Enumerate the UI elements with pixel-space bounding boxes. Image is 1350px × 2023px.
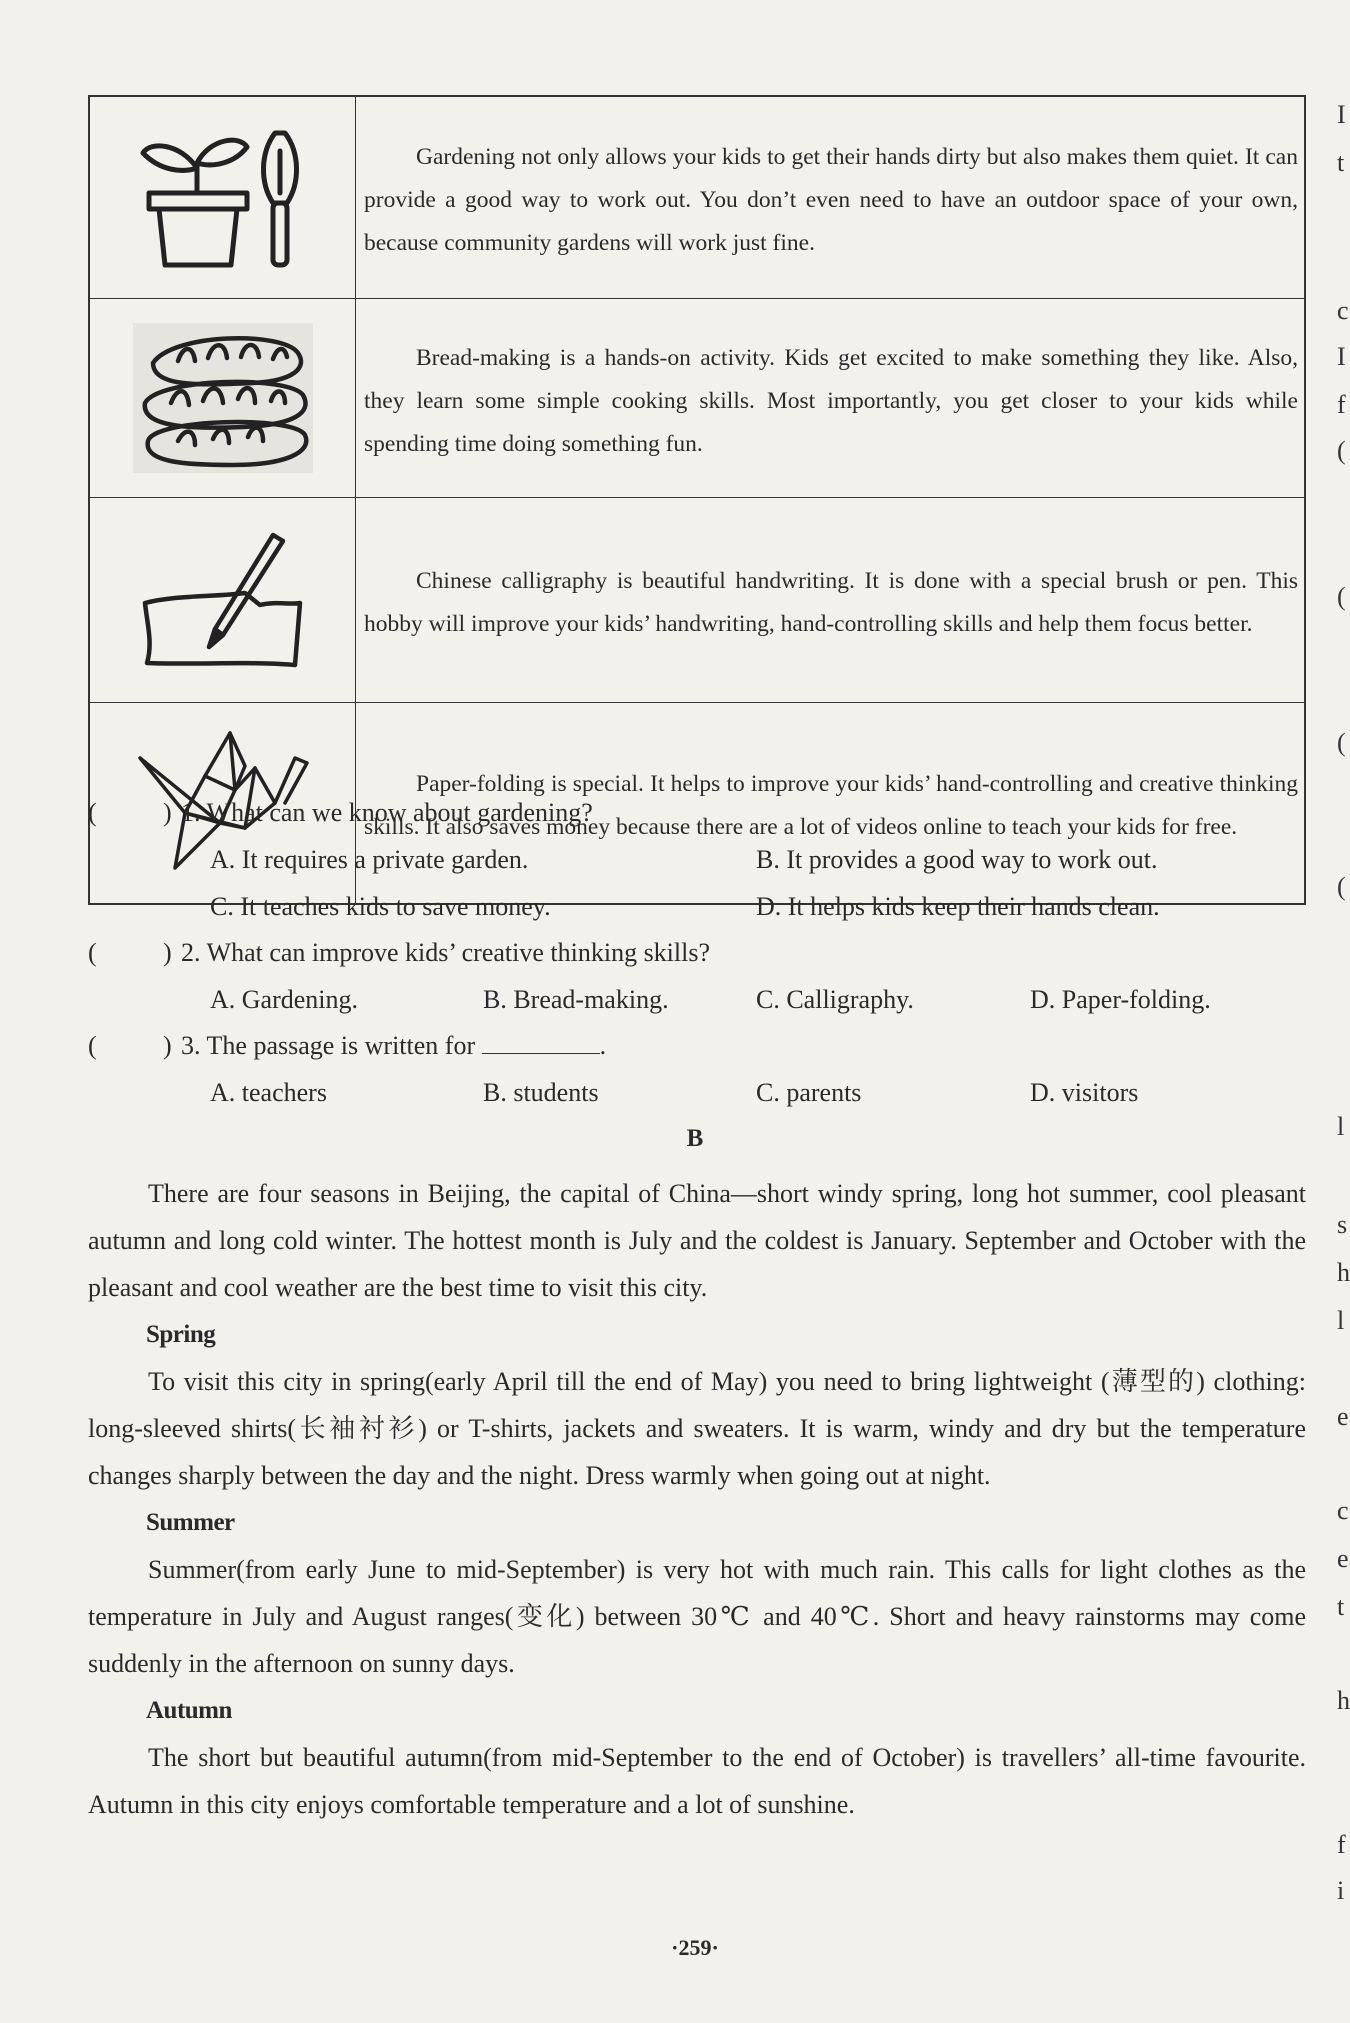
margin-letter: i [1337, 1876, 1345, 1905]
margin-letter: t [1337, 1592, 1345, 1621]
option-b: B. students [483, 1078, 599, 1107]
margin-letter: h [1337, 1258, 1350, 1287]
option-a: A. teachers [210, 1078, 327, 1107]
margin-letter: ( [1337, 582, 1346, 611]
margin-letter: f [1337, 390, 1346, 419]
option-d: D. Paper-folding. [1030, 985, 1211, 1014]
answer-bracket-open: ( [88, 938, 97, 967]
section-title: B [686, 1125, 704, 1152]
calligraphy-description: Chinese calligraphy is beautiful handwriting. It is done with a special brush or pen. This hobby will improve your kids’ handwriting, hand-controlling skills and help them focus better. [356, 498, 1306, 703]
option-a: A. It requires a private garden. [210, 845, 529, 874]
activity-table [88, 95, 1306, 905]
question-2 [88, 930, 1318, 976]
margin-letter: I [1337, 100, 1346, 129]
page-number: ·259· [671, 1935, 719, 1960]
bread-making-description: Bread-making is a hands-on activity. Kids get excited to make something they like. Also, they learn some simple cooking skills. Most importantly, you get closer to your kids while spending time doing something fun. [356, 299, 1306, 498]
answer-bracket-close: ) [163, 798, 172, 827]
spring-paragraph: To visit this city in spring(early April till the end of May) you need to bring lightweight (薄型的) clothing: long-sleeved shirts(长袖衬衫) or T-shirts, jackets and sweaters. It is warm, windy and dry but the temperature changes sharply between the day and the night. Dress warmly when going out at night. [88, 1367, 1306, 1490]
margin-letter: c [1337, 1496, 1349, 1525]
icon-cell [89, 498, 356, 703]
question-list [88, 790, 1318, 1116]
margin-letter: l [1337, 1306, 1345, 1335]
margin-letter: t [1337, 148, 1345, 177]
section-b-passage [88, 1170, 1306, 1828]
option-b: B. Bread-making. [483, 985, 669, 1014]
margin-letter: e [1337, 1544, 1349, 1573]
autumn-heading: Autumn [146, 1697, 232, 1724]
margin-letter: ( [1337, 436, 1346, 465]
table-row [89, 299, 1305, 498]
option-row [88, 976, 1318, 1023]
autumn-paragraph: The short but beautiful autumn(from mid-September to the end of October) is travellers’ all-time favourite. Autumn in this city enjoys comfortable temperature and a lot of sunshine. [88, 1743, 1306, 1819]
plant-pot-trowel-icon [135, 123, 310, 273]
option-row [88, 836, 1318, 883]
option-a: A. Gardening. [210, 985, 359, 1014]
margin-letter: c [1337, 296, 1349, 325]
bread-icon [133, 323, 313, 473]
margin-letter: ( [1337, 872, 1346, 901]
option-d: D. It helps kids keep their hands clean. [756, 892, 1160, 921]
gardening-description: Gardening not only allows your kids to get their hands dirty but also makes them quiet. It can provide a good way to work out. You don’t even need to have an outdoor space of your own, because community gardens will work just fine. [356, 96, 1306, 299]
intro-paragraph: There are four seasons in Beijing, the capital of China—short windy spring, long hot summer, cool pleasant autumn and long cold winter. The hottest month is July and the coldest is January. September and October with the pleasant and cool weather are the best time to visit this city. [88, 1179, 1306, 1302]
margin-letter: I [1337, 342, 1346, 371]
question-text: 1. What can we know about gardening? [181, 798, 593, 827]
question-text-before: 3. The passage is written for [181, 1031, 476, 1060]
option-row [88, 1069, 1318, 1116]
margin-letter: l [1337, 1112, 1345, 1141]
answer-bracket-open: ( [88, 798, 97, 827]
question-text: 2. What can improve kids’ creative thinking skills? [181, 938, 711, 967]
table-row [89, 96, 1305, 299]
margin-letter: s [1337, 1210, 1348, 1239]
brush-paper-icon [135, 525, 310, 675]
question-text-after: . [599, 1031, 607, 1060]
margin-letter: h [1337, 1686, 1350, 1715]
option-c: C. It teaches kids to save money. [210, 892, 551, 921]
answer-bracket-close: ) [163, 938, 172, 967]
icon-cell [89, 299, 356, 498]
spring-heading: Spring [146, 1321, 216, 1348]
paper-folding-description: Paper-folding is special. It helps to improve your kids’ hand-controlling and creative thinking skills. It also saves money because there are a lot of videos online to teach your kids for free. [356, 703, 1306, 905]
answer-bracket-open: ( [88, 1031, 97, 1060]
option-row [88, 883, 1318, 930]
question-3 [88, 1023, 1318, 1069]
summer-paragraph: Summer(from early June to mid-September) is very hot with much rain. This calls for light clothes as the temperature in July and August ranges(变化) between 30℃ and 40℃. Short and heavy rainstorms may come suddenly in the afternoon on sunny days. [88, 1555, 1306, 1678]
option-c: C. parents [756, 1078, 862, 1107]
option-b: B. It provides a good way to work out. [756, 845, 1158, 874]
answer-blank [482, 1027, 600, 1054]
answer-bracket-close: ) [163, 1031, 172, 1060]
option-c: C. Calligraphy. [756, 985, 914, 1014]
margin-letter: e [1337, 1402, 1349, 1431]
summer-heading: Summer [146, 1509, 235, 1536]
margin-letter: f [1337, 1830, 1346, 1859]
icon-cell [89, 96, 356, 299]
question-1 [88, 790, 1318, 836]
option-d: D. visitors [1030, 1078, 1139, 1107]
table-row [89, 498, 1305, 703]
margin-letter: ( [1337, 728, 1346, 757]
question-text [181, 1023, 606, 1069]
